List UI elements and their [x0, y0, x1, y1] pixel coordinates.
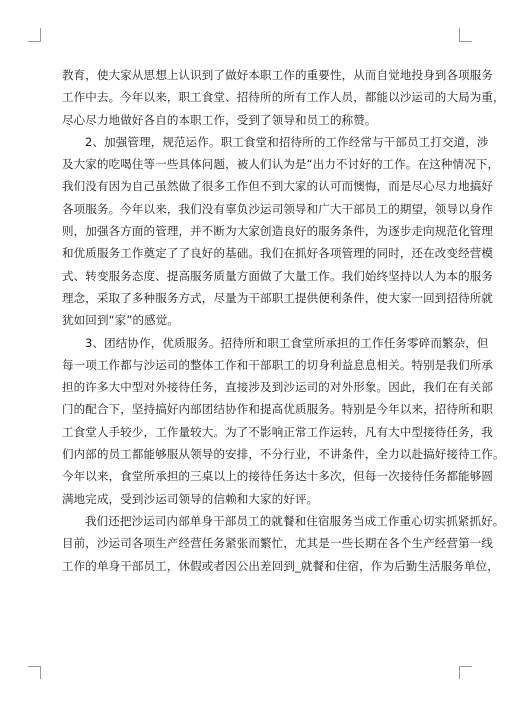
text-line: 各项服务。今年以来，我们没有辜负沙运司领导和广大干部员工的期望，领导以身作: [62, 201, 494, 216]
corner-mark-bottom-right-h: [459, 666, 472, 667]
text-line: 尽心尽力地做好各自的本职工作，受到了领导和员工的称赞。: [62, 112, 377, 127]
text-line: 式、转变服务态度、提高服务质量方面做了大量工作。我们始终坚持以人为本的服务: [62, 268, 494, 283]
corner-mark-top-left-v: [40, 28, 41, 41]
text-line: 今年以来，食堂所承担的三桌以上的接待任务达十多次，但每一次接待任务都能够圆: [62, 469, 494, 484]
text-line: 目前，沙运司各项生产经营任务紧张而繁忙，尤其是一些长期在各个生产经营第一线: [62, 536, 494, 551]
text-line: 工作中去。今年以来，职工食堂、招待所的所有工作人员，都能以沙运司的大局为重，: [62, 90, 505, 105]
corner-mark-top-left-h: [28, 41, 41, 42]
corner-mark-top-right-h: [459, 41, 472, 42]
text-line: 满地完成，受到沙运司领导的信赖和大家的好评。: [62, 491, 319, 506]
text-line: 门的配合下，坚持搞好内部团结协作和提高优质服务。特别是今年以来，招待所和职: [62, 402, 494, 417]
corner-mark-bottom-right-v: [459, 666, 460, 679]
text-line: 3、团结协作，优质服务。招待所和职工食堂所承担的工作任务零碎而繁杂，但: [85, 335, 489, 350]
text-line: 我们没有因为自己虽然做了很多工作但不到大家的认可而懊悔，而是尽心尽力地搞好: [62, 179, 494, 194]
text-line: 犹如回到“家”的感觉。: [62, 313, 180, 328]
text-line: 每一项工作都与沙运司的整体工作和干部职工的切身利益息息相关。特别是我们所承: [62, 357, 494, 372]
corner-mark-top-right-v: [459, 28, 460, 41]
text-line: 理念，采取了多种服务方式，尽量为干部职工提供便利条件，使大家一回到招待所就: [62, 290, 494, 305]
text-line: 则，加强各方面的管理，并不断为大家创造良好的服务条件，为逐步走向规范化管理: [62, 224, 494, 239]
text-line: 和优质服务工作奠定了了良好的基础。我们在抓好各项管理的同时，还在改变经营模: [62, 246, 494, 261]
text-line: 我们还把沙运司内部单身干部员工的就餐和住宿服务当成工作重心切实抓紧抓好。: [85, 513, 505, 528]
text-line: 担的许多大中型对外接待任务，直接涉及到沙运司的对外形象。因此，我们在有关部: [62, 380, 494, 395]
text-line: 工作的单身干部员工，休假或者因公出差回到_就餐和住宿，作为后勤生活服务单位，: [62, 558, 499, 573]
text-line: 及大家的吃喝住等一些具体问题，被人们认为是“出力不讨好的工作。在这种情况下，: [62, 157, 500, 172]
text-line: 工食堂人手较少，工作量较大。为了不影响正常工作运转，凡有大中型接待任务，我: [62, 424, 494, 439]
text-line: 教育，使大家从思想上认识到了做好本职工作的重要性，从而自觉地投身到各项服务: [62, 68, 494, 82]
text-line: 2、加强管理，规范运作。职工食堂和招待所的工作经常与干部员工打交道，涉: [85, 134, 489, 149]
text-line: 们内部的员工都能够服从领导的安排，不分行业，不讲条件，全力以赴搞好接待工作。: [62, 447, 505, 462]
document-body: [62, 64, 505, 577]
corner-mark-bottom-left-v: [40, 666, 41, 679]
